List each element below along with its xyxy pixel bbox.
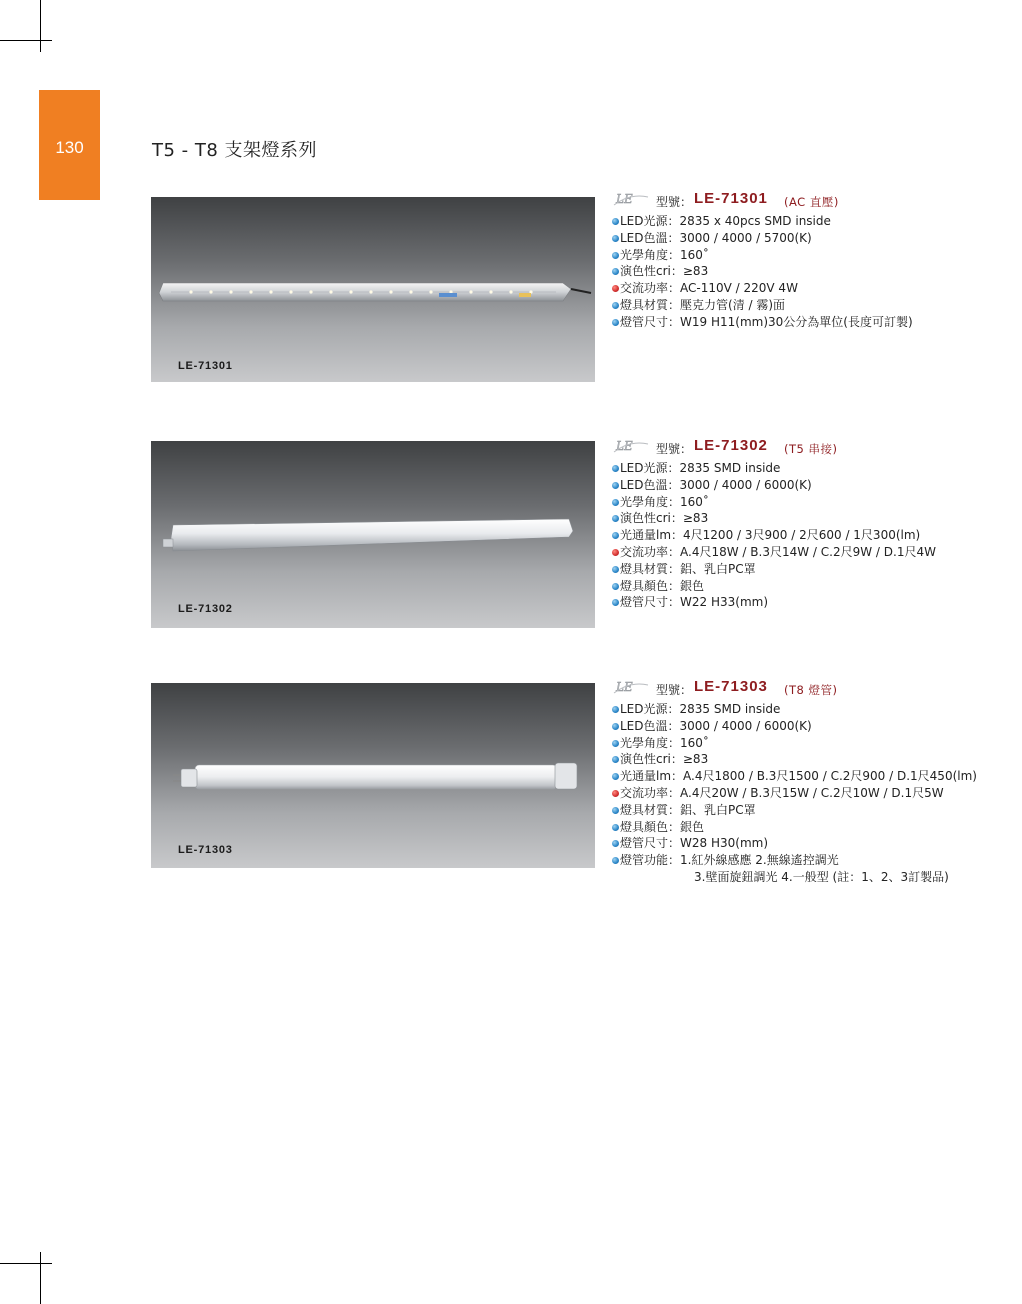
model-prefix: 型號： (656, 683, 693, 697)
spec-label: 演色性cri： (620, 752, 683, 767)
spec-row (612, 802, 977, 819)
spec-row (612, 494, 936, 511)
bullet-dot-icon (612, 499, 619, 506)
bullet-dot-icon (612, 252, 619, 259)
spec-continuation: 3.壁面旋鈕調光 4.一般型 (註：1、2、3訂製品) (694, 869, 949, 884)
bullet-dot-icon (612, 807, 619, 814)
spec-row (612, 594, 936, 611)
spec-value: W22 H33(mm) (680, 595, 768, 610)
spec-value: W19 H11(mm)30公分為單位(長度可訂製) (680, 314, 913, 329)
bullet-dot-icon (612, 532, 619, 539)
bullet-dot-icon (612, 465, 619, 472)
bullet-dot-icon (612, 706, 619, 713)
bullet-dot-icon (612, 549, 619, 556)
bullet-dot-icon (612, 268, 619, 275)
spec-value: 銀色 (680, 578, 705, 593)
spec-value: 3000 / 4000 / 6000(K) (679, 477, 812, 492)
spec-value: 4尺1200 / 3尺900 / 2尺600 / 1尺300(lm) (683, 528, 921, 543)
bullet-dot-icon (612, 790, 619, 797)
photo-label: LE-71303 (178, 844, 233, 856)
spec-label: LED色溫： (620, 718, 680, 733)
page-title: T5 - T8 支架燈系列 (152, 140, 318, 161)
spec-block-2 (612, 437, 936, 611)
spec-row (612, 835, 977, 852)
spec-value: 鋁、乳白PC罩 (680, 561, 756, 576)
spec-value: 2835 x 40pcs SMD inside (679, 214, 831, 228)
spec-label: LED色溫： (620, 477, 680, 492)
spec-label: LED光源： (620, 214, 680, 228)
spec-label: 燈管尺寸： (620, 314, 681, 329)
spec-label: 光通量lm： (620, 528, 684, 543)
spec-value: W28 H30(mm) (680, 836, 768, 851)
spec-row (612, 852, 977, 869)
model-note: (T5 串接) (784, 442, 838, 456)
svg-text:LE: LE (616, 192, 633, 206)
spec-value: ≥83 (682, 752, 709, 767)
bullet-dot-icon (612, 218, 619, 225)
crop-mark (0, 1263, 52, 1264)
page-number: 130 (55, 138, 84, 157)
bullet-dot-icon (612, 840, 619, 847)
bullet-dot-icon (612, 756, 619, 763)
spec-row (612, 819, 977, 836)
bullet-dot-icon (612, 302, 619, 309)
model-line (612, 190, 913, 213)
spec-row (612, 544, 936, 561)
photo-label: LE-71301 (178, 360, 233, 372)
spec-value: 1.紅外線感應 2.無線遙控調光 (680, 853, 839, 868)
spec-row (612, 460, 936, 477)
bullet-dot-icon (612, 723, 619, 730)
spec-label: 燈管功能： (620, 853, 681, 868)
spec-label: LED光源： (620, 461, 680, 475)
spec-row (612, 280, 913, 297)
led-bar-image (151, 197, 595, 382)
t5-bracket-image (151, 441, 595, 628)
bullet-dot-icon (612, 857, 619, 864)
spec-row (612, 510, 936, 527)
model-note: (AC 直壓) (784, 195, 839, 209)
spec-value: ≥83 (682, 264, 709, 279)
spec-row (612, 578, 936, 595)
spec-value: 2835 SMD inside (679, 702, 781, 716)
spec-row (612, 768, 977, 785)
spec-label: 燈管尺寸： (620, 836, 681, 851)
model-code: LE-71302 (694, 437, 768, 454)
spec-label: LED色溫： (620, 230, 680, 245)
spec-label: 燈具顏色： (620, 819, 681, 834)
spec-block-1 (612, 190, 913, 331)
t8-tube-image (151, 683, 595, 868)
spec-row (612, 718, 977, 735)
spec-value: 壓克力管(清 / 霧)面 (680, 297, 786, 312)
model-line (612, 437, 936, 460)
product-photo-1 (151, 197, 595, 382)
model-code: LE-71301 (694, 190, 768, 207)
bullet-dot-icon (612, 515, 619, 522)
spec-row (612, 751, 977, 768)
spec-label: 光學角度： (620, 494, 681, 509)
spec-label: 光學角度： (620, 735, 681, 750)
le-logo-icon (612, 679, 656, 695)
spec-value: 160˚ (680, 494, 709, 509)
page-number-tab (39, 90, 100, 200)
spec-row (612, 785, 977, 802)
model-prefix: 型號： (656, 195, 693, 209)
spec-row (612, 247, 913, 264)
product-photo-3 (151, 683, 595, 868)
spec-value: 3000 / 4000 / 5700(K) (679, 230, 812, 245)
bullet-dot-icon (612, 740, 619, 747)
svg-text:LE: LE (616, 439, 633, 453)
spec-row (612, 297, 913, 314)
bullet-dot-icon (612, 773, 619, 780)
spec-label: 演色性cri： (620, 264, 683, 279)
spec-row (612, 735, 977, 752)
bullet-dot-icon (612, 566, 619, 573)
model-line (612, 678, 977, 701)
bullet-dot-icon (612, 824, 619, 831)
spec-label: LED光源： (620, 702, 680, 716)
spec-label: 演色性cri： (620, 511, 683, 526)
spec-label: 燈具材質： (620, 561, 681, 576)
spec-row (612, 527, 936, 544)
spec-label: 燈具顏色： (620, 578, 681, 593)
spec-value: 160˚ (680, 247, 709, 262)
model-prefix: 型號： (656, 442, 693, 456)
spec-label: 燈具材質： (620, 297, 681, 312)
spec-row (612, 701, 977, 718)
spec-value: 2835 SMD inside (679, 461, 781, 475)
bullet-dot-icon (612, 599, 619, 606)
crop-mark (40, 1252, 41, 1304)
svg-text:LE: LE (616, 680, 633, 694)
spec-label: 光學角度： (620, 247, 681, 262)
spec-value: A.4尺18W / B.3尺14W / C.2尺9W / D.1尺4W (680, 544, 936, 559)
spec-row (612, 477, 936, 494)
photo-label: LE-71302 (178, 603, 233, 615)
spec-block-3 (612, 678, 977, 886)
spec-value: A.4尺20W / B.3尺15W / C.2尺10W / D.1尺5W (680, 785, 944, 800)
spec-row (612, 230, 913, 247)
bullet-dot-icon (612, 285, 619, 292)
crop-mark (0, 40, 52, 41)
spec-label: 光通量lm： (620, 769, 684, 784)
spec-value: 銀色 (680, 819, 705, 834)
spec-row (612, 263, 913, 280)
spec-value: A.4尺1800 / B.3尺1500 / C.2尺900 / D.1尺450(lm) (683, 769, 977, 784)
spec-value: 3000 / 4000 / 6000(K) (679, 718, 812, 733)
crop-mark (40, 0, 41, 52)
bullet-dot-icon (612, 583, 619, 590)
le-logo-icon (612, 438, 656, 454)
spec-value: 160˚ (680, 735, 709, 750)
spec-label: 燈管尺寸： (620, 595, 681, 610)
model-note: (T8 燈管) (784, 683, 838, 697)
spec-label: 交流功率： (620, 281, 681, 296)
spec-row (612, 561, 936, 578)
bullet-dot-icon (612, 235, 619, 242)
spec-label: 交流功率： (620, 544, 681, 559)
model-code: LE-71303 (694, 678, 768, 695)
product-photo-2 (151, 441, 595, 628)
spec-value: ≥83 (682, 511, 709, 526)
le-logo-icon (612, 191, 656, 207)
bullet-dot-icon (612, 482, 619, 489)
spec-label: 交流功率： (620, 785, 681, 800)
spec-value: 鋁、乳白PC罩 (680, 802, 756, 817)
spec-value: AC-110V / 220V 4W (680, 281, 798, 296)
spec-row (612, 314, 913, 331)
spec-label: 燈具材質： (620, 802, 681, 817)
spec-row (612, 213, 913, 230)
bullet-dot-icon (612, 319, 619, 326)
